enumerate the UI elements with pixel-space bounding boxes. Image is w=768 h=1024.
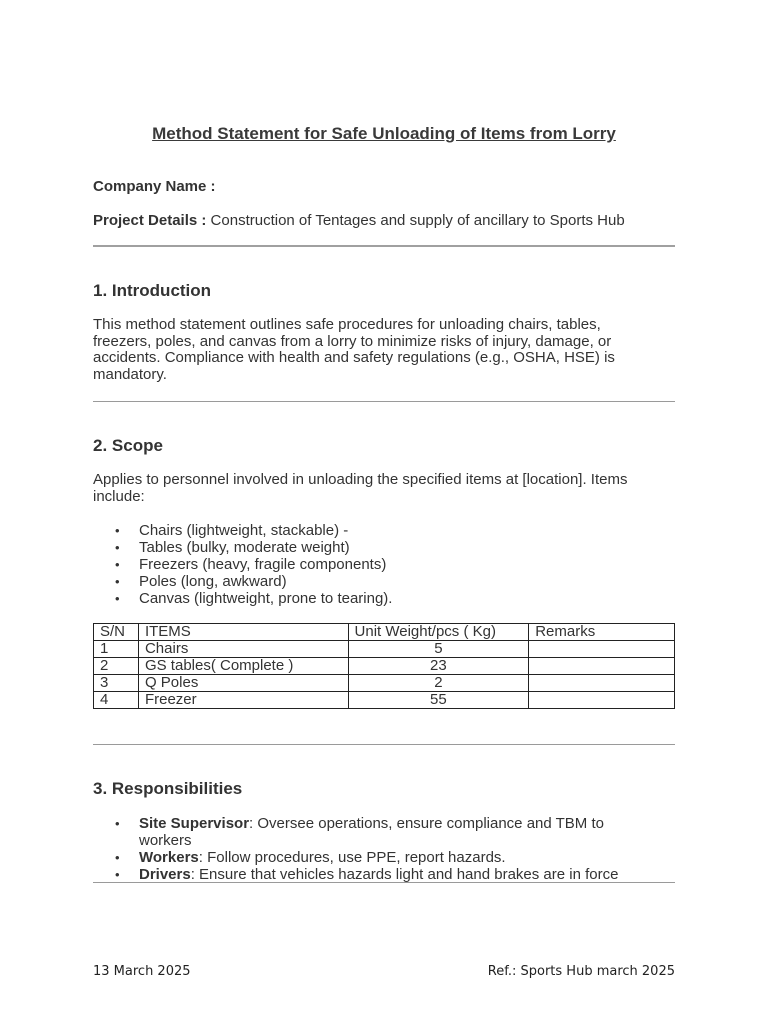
table-row: [94, 692, 675, 709]
items-table: [93, 623, 675, 709]
document-title: Method Statement for Safe Unloading of Items from Lorry: [152, 124, 616, 143]
table-header-row: [94, 624, 675, 641]
cell-item: Q Poles: [138, 675, 348, 692]
cell-item: GS tables( Complete ): [138, 658, 348, 675]
cell-weight: 23: [348, 658, 529, 675]
header-remarks: Remarks: [529, 624, 675, 641]
list-item: • Freezers (heavy, fragile components): [93, 556, 392, 573]
cell-remarks: [529, 658, 675, 675]
company-label: Company Name :: [93, 178, 216, 195]
scope-text: Applies to personnel involved in unloading the specified items at [location]. Items include:: [93, 471, 628, 505]
divider: [93, 245, 675, 247]
role-label: Site Supervisor: [139, 815, 250, 832]
table-row: [94, 675, 675, 692]
responsibilities-list: [93, 815, 619, 883]
list-item: • Chairs (lightweight, stackable) -: [93, 522, 392, 539]
project-value: Construction of Tentages and supply of ancillary to Sports Hub: [210, 212, 625, 229]
footer-date: 13 March 2025: [93, 964, 191, 979]
table-row: [94, 658, 675, 675]
introduction-heading: 1. Introduction: [93, 281, 212, 300]
scope-heading: 2. Scope: [93, 436, 163, 455]
list-item: • Canvas (lightweight, prone to tearing).: [93, 590, 392, 607]
cell-remarks: [529, 675, 675, 692]
header-sn: S/N: [94, 624, 139, 641]
cell-item: Freezer: [138, 692, 348, 709]
cell-weight: 55: [348, 692, 529, 709]
cell-remarks: [529, 692, 675, 709]
cell-item: Chairs: [138, 641, 348, 658]
responsibilities-heading: 3. Responsibilities: [93, 779, 243, 798]
cell-sn: 3: [94, 675, 139, 692]
role-description: : Follow procedures, use PPE, report hazards.: [198, 849, 506, 866]
cell-sn: 4: [94, 692, 139, 709]
company-line: [93, 178, 216, 195]
project-label: Project Details :: [93, 212, 207, 229]
cell-weight: 5: [348, 641, 529, 658]
cell-sn: 2: [94, 658, 139, 675]
list-item: [93, 849, 613, 866]
role-label: Workers: [139, 849, 199, 866]
role-label: Drivers: [139, 866, 191, 883]
list-item: [93, 815, 613, 849]
project-line: [93, 212, 625, 229]
divider: [93, 882, 675, 883]
footer-reference: Ref.: Sports Hub march 2025: [487, 964, 675, 979]
role-description: : Oversee operations, ensure compliance and TBM to workers: [139, 815, 604, 849]
list-item: [93, 866, 619, 883]
cell-sn: 1: [94, 641, 139, 658]
scope-list: [93, 522, 392, 607]
cell-remarks: [529, 641, 675, 658]
role-description: : Ensure that vehicles hazards light and hand brakes are in force: [190, 866, 619, 883]
divider: [93, 401, 675, 402]
header-items: ITEMS: [138, 624, 348, 641]
divider: [93, 744, 675, 745]
table-row: [94, 641, 675, 658]
header-unit-weight: Unit Weight/pcs ( Kg): [348, 624, 529, 641]
cell-weight: 2: [348, 675, 529, 692]
list-item: • Tables (bulky, moderate weight): [93, 539, 392, 556]
list-item: • Poles (long, awkward): [93, 573, 392, 590]
introduction-text: This method statement outlines safe procedures for unloading chairs, tables, freezers, poles, and canvas from a lorry to minimize risks of injury, damage, or accidents. Compliance with health and safety regulations (e.g., OSHA, HSE) is mandatory.: [93, 316, 615, 383]
